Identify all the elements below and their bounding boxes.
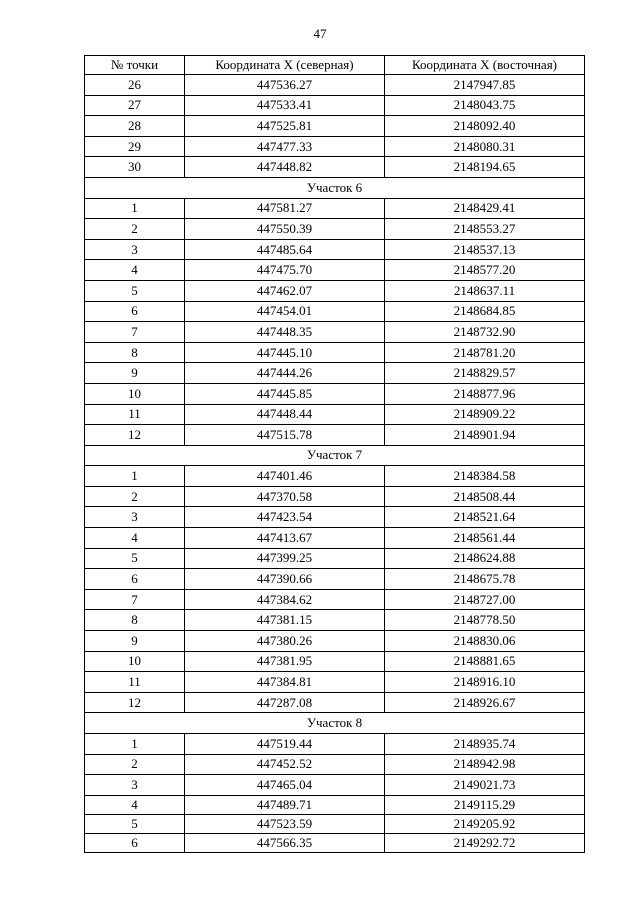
coord-north-cell: 447525.81 <box>185 116 385 137</box>
coord-north-cell: 447399.25 <box>185 548 385 569</box>
point-number-cell: 3 <box>85 775 185 796</box>
table-row <box>85 301 585 322</box>
coord-east-cell: 2149021.73 <box>385 775 585 796</box>
section-row <box>85 177 585 198</box>
table-body <box>85 75 585 853</box>
point-number-cell: 2 <box>85 486 185 507</box>
point-number-cell: 1 <box>85 734 185 755</box>
table-row <box>85 692 585 713</box>
coord-east-cell: 2148429.41 <box>385 198 585 219</box>
coord-east-cell: 2148909.22 <box>385 404 585 425</box>
coord-east-cell: 2148732.90 <box>385 322 585 343</box>
point-number-cell: 2 <box>85 219 185 240</box>
coord-north-cell: 447384.81 <box>185 672 385 693</box>
coord-north-cell: 447523.59 <box>185 814 385 833</box>
table-row <box>85 260 585 281</box>
coord-north-cell: 447380.26 <box>185 631 385 652</box>
coord-north-cell: 447566.35 <box>185 833 385 852</box>
point-number-cell: 29 <box>85 136 185 157</box>
coord-east-cell: 2148675.78 <box>385 569 585 590</box>
coord-north-cell: 447581.27 <box>185 198 385 219</box>
coordinates-table <box>84 55 585 853</box>
table-row <box>85 795 585 814</box>
point-number-cell: 9 <box>85 631 185 652</box>
coord-east-cell: 2148637.11 <box>385 280 585 301</box>
point-number-cell: 11 <box>85 672 185 693</box>
coord-north-cell: 447384.62 <box>185 589 385 610</box>
table-row <box>85 280 585 301</box>
point-number-cell: 5 <box>85 280 185 301</box>
coord-east-cell: 2148942.98 <box>385 754 585 775</box>
point-number-cell: 1 <box>85 198 185 219</box>
table-row <box>85 507 585 528</box>
coord-north-cell: 447477.33 <box>185 136 385 157</box>
table-row <box>85 322 585 343</box>
coord-east-cell: 2148916.10 <box>385 672 585 693</box>
point-number-cell: 11 <box>85 404 185 425</box>
point-number-cell: 26 <box>85 75 185 96</box>
coord-north-cell: 447448.82 <box>185 157 385 178</box>
coord-north-cell: 447401.46 <box>185 466 385 487</box>
point-number-cell: 6 <box>85 569 185 590</box>
coord-north-cell: 447448.44 <box>185 404 385 425</box>
coord-east-cell: 2148194.65 <box>385 157 585 178</box>
table-row <box>85 116 585 137</box>
coord-north-cell: 447536.27 <box>185 75 385 96</box>
coord-north-cell: 447381.15 <box>185 610 385 631</box>
coord-north-cell: 447448.35 <box>185 322 385 343</box>
coord-north-cell: 447533.41 <box>185 95 385 116</box>
table-row <box>85 528 585 549</box>
coord-east-cell: 2148577.20 <box>385 260 585 281</box>
coord-north-cell: 447465.04 <box>185 775 385 796</box>
table-row <box>85 734 585 755</box>
coord-east-cell: 2148935.74 <box>385 734 585 755</box>
table-row <box>85 383 585 404</box>
point-number-cell: 5 <box>85 814 185 833</box>
point-number-cell: 4 <box>85 260 185 281</box>
coord-east-cell: 2148829.57 <box>385 363 585 384</box>
coord-north-cell: 447462.07 <box>185 280 385 301</box>
point-number-cell: 4 <box>85 528 185 549</box>
point-number-cell: 12 <box>85 692 185 713</box>
coord-north-cell: 447445.85 <box>185 383 385 404</box>
coord-north-cell: 447445.10 <box>185 342 385 363</box>
table-row <box>85 589 585 610</box>
coord-east-cell: 2148781.20 <box>385 342 585 363</box>
coord-east-cell: 2148727.00 <box>385 589 585 610</box>
table-row <box>85 404 585 425</box>
table-row <box>85 219 585 240</box>
coord-east-cell: 2148521.64 <box>385 507 585 528</box>
coord-east-cell: 2148901.94 <box>385 425 585 446</box>
coord-east-cell: 2148778.50 <box>385 610 585 631</box>
point-number-cell: 7 <box>85 589 185 610</box>
coord-north-cell: 447287.08 <box>185 692 385 713</box>
coord-north-cell: 447550.39 <box>185 219 385 240</box>
section-row <box>85 713 585 734</box>
coord-east-cell: 2148092.40 <box>385 116 585 137</box>
point-number-cell: 3 <box>85 507 185 528</box>
table-row <box>85 425 585 446</box>
coord-east-cell: 2148624.88 <box>385 548 585 569</box>
point-number-cell: 30 <box>85 157 185 178</box>
coord-east-cell: 2148684.85 <box>385 301 585 322</box>
coord-north-cell: 447489.71 <box>185 795 385 814</box>
section-title: Участок 6 <box>85 177 585 198</box>
coord-north-cell: 447444.26 <box>185 363 385 384</box>
table-row <box>85 75 585 96</box>
coord-east-cell: 2149115.29 <box>385 795 585 814</box>
table-row <box>85 363 585 384</box>
section-title: Участок 8 <box>85 713 585 734</box>
section-title: Участок 7 <box>85 445 585 466</box>
coord-north-cell: 447519.44 <box>185 734 385 755</box>
table-row <box>85 833 585 852</box>
point-number-cell: 10 <box>85 651 185 672</box>
coord-east-cell: 2148384.58 <box>385 466 585 487</box>
table-row <box>85 775 585 796</box>
point-number-cell: 6 <box>85 833 185 852</box>
coord-east-cell: 2148537.13 <box>385 239 585 260</box>
table-row <box>85 754 585 775</box>
point-number-cell: 8 <box>85 342 185 363</box>
point-number-cell: 6 <box>85 301 185 322</box>
coord-north-cell: 447485.64 <box>185 239 385 260</box>
table-row <box>85 486 585 507</box>
coord-north-cell: 447381.95 <box>185 651 385 672</box>
table-row <box>85 157 585 178</box>
coord-east-cell: 2147947.85 <box>385 75 585 96</box>
table-row <box>85 466 585 487</box>
point-number-cell: 28 <box>85 116 185 137</box>
table-row <box>85 631 585 652</box>
point-number-cell: 3 <box>85 239 185 260</box>
coord-east-cell: 2148043.75 <box>385 95 585 116</box>
coord-north-cell: 447454.01 <box>185 301 385 322</box>
header-coord-north: Координата X (северная) <box>185 56 385 75</box>
table-row <box>85 814 585 833</box>
coord-east-cell: 2148508.44 <box>385 486 585 507</box>
table-row <box>85 239 585 260</box>
coord-east-cell: 2149292.72 <box>385 833 585 852</box>
table-row <box>85 198 585 219</box>
coord-north-cell: 447475.70 <box>185 260 385 281</box>
coord-north-cell: 447390.66 <box>185 569 385 590</box>
table-header-row <box>85 56 585 75</box>
point-number-cell: 4 <box>85 795 185 814</box>
point-number-cell: 7 <box>85 322 185 343</box>
section-row <box>85 445 585 466</box>
table-row <box>85 651 585 672</box>
coord-north-cell: 447413.67 <box>185 528 385 549</box>
coord-east-cell: 2148877.96 <box>385 383 585 404</box>
point-number-cell: 8 <box>85 610 185 631</box>
point-number-cell: 1 <box>85 466 185 487</box>
table-row <box>85 569 585 590</box>
table-row <box>85 95 585 116</box>
point-number-cell: 12 <box>85 425 185 446</box>
point-number-cell: 5 <box>85 548 185 569</box>
coord-north-cell: 447423.54 <box>185 507 385 528</box>
coord-east-cell: 2148830.06 <box>385 631 585 652</box>
coord-north-cell: 447452.52 <box>185 754 385 775</box>
table-row <box>85 610 585 631</box>
coord-east-cell: 2148561.44 <box>385 528 585 549</box>
coord-east-cell: 2148553.27 <box>385 219 585 240</box>
table-row <box>85 672 585 693</box>
coord-east-cell: 2148080.31 <box>385 136 585 157</box>
header-coord-east: Координата X (восточная) <box>385 56 585 75</box>
coord-north-cell: 447515.78 <box>185 425 385 446</box>
coord-east-cell: 2148881.65 <box>385 651 585 672</box>
point-number-cell: 2 <box>85 754 185 775</box>
page-number: 47 <box>313 26 327 41</box>
point-number-cell: 9 <box>85 363 185 384</box>
point-number-cell: 27 <box>85 95 185 116</box>
table-row <box>85 342 585 363</box>
coord-east-cell: 2149205.92 <box>385 814 585 833</box>
coord-east-cell: 2148926.67 <box>385 692 585 713</box>
coord-north-cell: 447370.58 <box>185 486 385 507</box>
table-row <box>85 136 585 157</box>
point-number-cell: 10 <box>85 383 185 404</box>
table-row <box>85 548 585 569</box>
header-point-number: № точки <box>85 56 185 75</box>
